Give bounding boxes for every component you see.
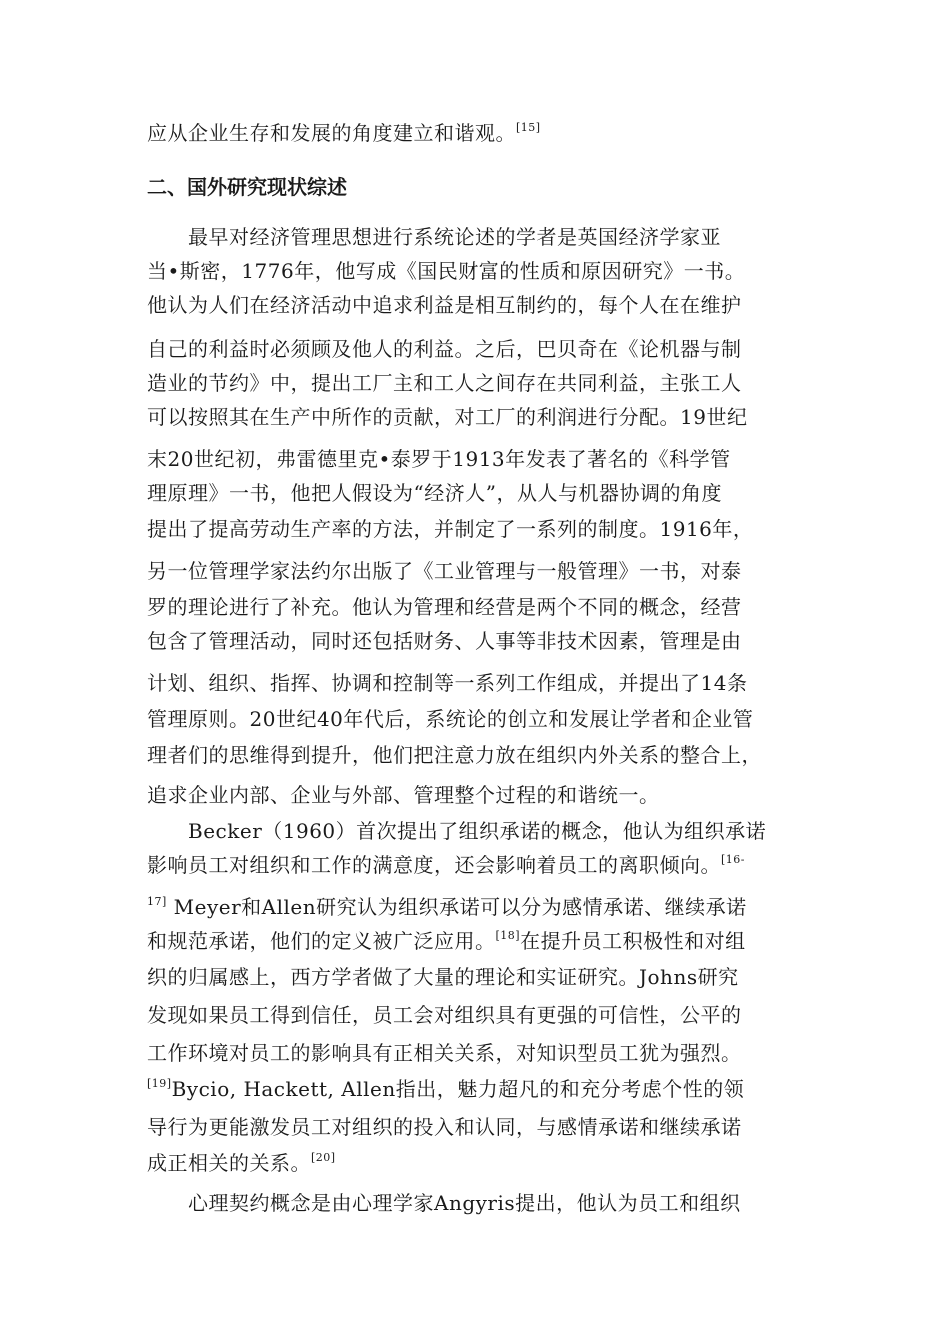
text-line: 最早对经济管理思想进行系统论述的学者是英国经济学家亚 xyxy=(188,225,721,249)
text-line: 追求企业内部、企业与外部、管理整个过程的和谐统一。 xyxy=(147,783,660,807)
text-line: 理者们的思维得到提升，他们把注意力放在组织内外关系的整合上， xyxy=(147,743,762,767)
text-line: [19]Bycio, Hackett, Allen指出，魅力超凡的和充分考虑个性的领 xyxy=(147,1077,745,1101)
text-line: 导行为更能激发员工对组织的投入和认同，与感情承诺和继续承诺 xyxy=(147,1115,742,1139)
text-line: 罗的理论进行了补充。他认为管理和经营是两个不同的概念，经营 xyxy=(147,595,742,619)
citation: [16- xyxy=(721,853,746,866)
citation: [18] xyxy=(495,929,521,942)
text-line: 和规范承诺，他们的定义被广泛应用。[18]在提升员工积极性和对组 xyxy=(147,929,746,953)
text-line: 末20世纪初，弗雷德里克•泰罗于1913年发表了著名的《科学管 xyxy=(147,447,731,471)
text-line: 自己的利益时必须顾及他人的利益。之后，巴贝奇在《论机器与制 xyxy=(147,337,742,361)
text-line: 当•斯密，1776年，他写成《国民财富的性质和原因研究》一书。 xyxy=(147,259,746,283)
text-line: Becker（1960）首次提出了组织承诺的概念，他认为组织承诺 xyxy=(188,819,767,843)
citation: [20] xyxy=(311,1151,336,1164)
section-heading: 二、国外研究现状综述 xyxy=(147,175,347,199)
text-line: 另一位管理学家法约尔出版了《工业管理与一般管理》一书，对泰 xyxy=(147,559,742,583)
text-line: 理原理》一书，他把人假设为“经济人”，从人与机器协调的角度 xyxy=(147,481,722,505)
text-line: 计划、组织、指挥、协调和控制等一系列工作组成，并提出了14条 xyxy=(147,671,748,695)
text-line: 可以按照其在生产中所作的贡献，对工厂的利润进行分配。19世纪 xyxy=(147,405,748,429)
text-line: $^{17]}$ Meyer和Allen研究认为组织承诺可以分为感情承诺、继续承诺 xyxy=(147,895,747,919)
text-line: 他认为人们在经济活动中追求利益是相互制约的，每个人在在维护 xyxy=(147,293,742,317)
text-line: 造业的节约》中，提出工厂主和工人之间存在共同利益，主张工人 xyxy=(147,371,742,395)
citation: [15] xyxy=(516,121,541,134)
text-line: 工作环境对员工的影响具有正相关关系，对知识型员工犹为强烈。 xyxy=(147,1041,742,1065)
text-line: 织的归属感上，西方学者做了大量的理论和实证研究。Johns研究 xyxy=(147,965,739,989)
text-line: 影响员工对组织和工作的满意度，还会影响着员工的离职倾向。$^{[16-}$ xyxy=(147,853,746,877)
citation: [19] xyxy=(147,1077,172,1090)
text-line: 管理原则。20世纪40年代后，系统论的创立和发展让学者和企业管 xyxy=(147,707,754,731)
citation: 17] xyxy=(147,895,167,908)
text-line: 心理契约概念是由心理学家Angyris提出，他认为员工和组织 xyxy=(188,1191,741,1215)
text-line: 包含了管理活动，同时还包括财务、人事等非技术因素，管理是由 xyxy=(147,629,742,653)
text-line: 提出了提高劳动生产率的方法，并制定了一系列的制度。1916年， xyxy=(147,517,754,541)
text-line: 成正相关的关系。[20] xyxy=(147,1151,336,1175)
text-line: 应从企业生存和发展的角度建立和谐观。[15] xyxy=(147,121,541,145)
text-line: 发现如果员工得到信任，员工会对组织具有更强的可信性，公平的 xyxy=(147,1003,742,1027)
